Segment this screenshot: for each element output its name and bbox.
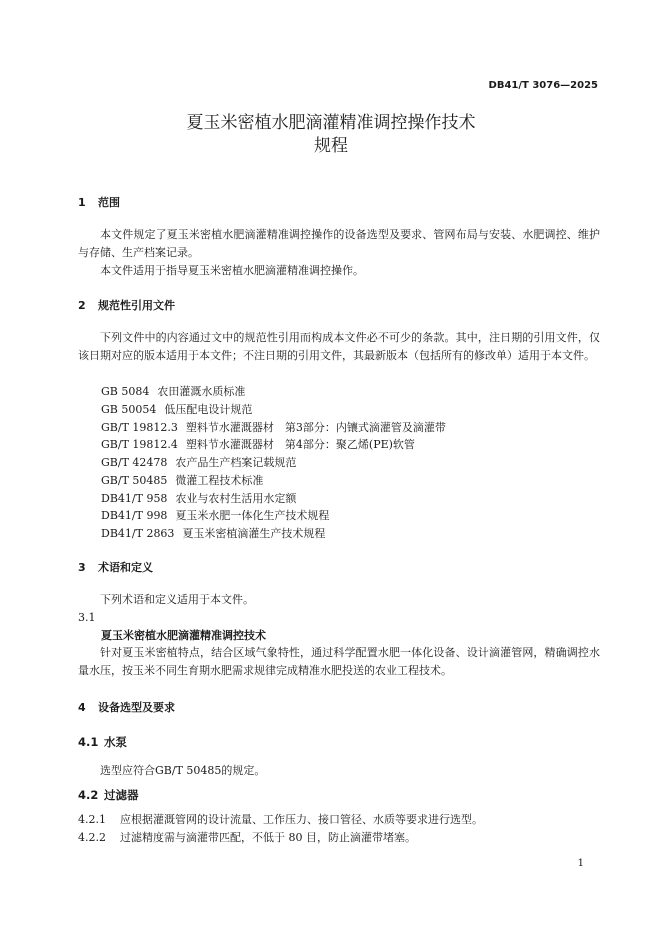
- reference-item: GB 50054 低压配电设计规范: [101, 403, 253, 416]
- section-number: 3: [78, 561, 86, 574]
- section-1-paragraph-1: 本文件规定了夏玉米密植水肥滴灌精准调控操作的设备选型及要求、管网布局与安装、水肥调控、维护与存储、生产档案记录。: [78, 228, 600, 259]
- subsection-number: 4.1: [78, 735, 99, 749]
- section-1-paragraph-2: 本文件适用于指导夏玉米密植水肥滴灌精准调控操作。: [100, 264, 364, 277]
- reference-item: DB41/T 998 夏玉米水肥一体化生产技术规程: [101, 509, 330, 522]
- section-3-intro: 下列术语和定义适用于本文件。: [100, 593, 254, 606]
- section-2-intro: 下列文件中的内容通过文中的规范性引用而构成本文件必不可少的条款。其中，注日期的引用文件，仅该日期对应的版本适用于本文件；不注日期的引用文件，其最新版本（包括所有的修改单）适用于本文件。: [78, 331, 600, 362]
- subsection-number: 4.2: [78, 788, 99, 802]
- reference-item: DB41/T 2863 夏玉米密植滴灌生产技术规程: [101, 527, 326, 540]
- section-title: 范围: [98, 196, 120, 209]
- subsection-4-1-text: 选型应符合GB/T 50485的规定。: [100, 764, 266, 777]
- clause-text: 过滤精度需与滴灌带匹配，不低于 80 目，防止滴灌带堵塞。: [120, 831, 416, 844]
- section-3-heading: [78, 559, 153, 575]
- document-code: DB41/T 3076—2025: [488, 80, 598, 91]
- clause-4-2-2: [78, 829, 416, 847]
- reference-item: GB 5084 农田灌溉水质标准: [101, 385, 246, 398]
- section-title: 设备选型及要求: [98, 701, 175, 714]
- subsection-4-1-heading: [78, 734, 127, 750]
- reference-item: GB/T 42478 农产品生产档案记载规范: [101, 456, 297, 469]
- section-number: 2: [78, 299, 86, 312]
- reference-item: GB/T 50485 微灌工程技术标准: [101, 474, 264, 487]
- clause-number: 4.2.1: [78, 813, 106, 826]
- clause-4-2-1: [78, 811, 483, 829]
- section-4-heading: [78, 699, 175, 715]
- term-title: 夏玉米密植水肥滴灌精准调控技术: [101, 629, 266, 642]
- reference-item: GB/T 19812.3 塑料节水灌溉器材 第3部分：内镶式滴灌管及滴灌带: [101, 421, 446, 434]
- section-2-heading: [78, 297, 175, 313]
- document-title-line1: 夏玉米密植水肥滴灌精准调控操作技术: [186, 113, 476, 133]
- subsection-title: 过滤器: [104, 788, 139, 802]
- section-title: 规范性引用文件: [98, 299, 175, 312]
- section-1-heading: [78, 194, 120, 210]
- subsection-title: 水泵: [104, 735, 127, 749]
- section-number: 1: [78, 196, 86, 209]
- subsection-4-2-heading: [78, 787, 139, 803]
- document-title-line2: 规程: [314, 136, 348, 156]
- section-number: 4: [78, 701, 86, 714]
- term-definition: 针对夏玉米密植特点，结合区域气象特性，通过科学配置水肥一体化设备、设计滴灌管网，精确调控水量水压，按玉米不同生育期水肥需求规律完成精准水肥投送的农业工程技术。: [78, 646, 600, 677]
- reference-item: GB/T 19812.4 塑料节水灌溉器材 第4部分：聚乙烯(PE)软管: [101, 438, 415, 451]
- clause-number: 4.2.2: [78, 831, 106, 844]
- section-title: 术语和定义: [98, 561, 153, 574]
- reference-item: DB41/T 958 农业与农村生活用水定额: [101, 492, 297, 505]
- page-number: 1: [577, 858, 584, 869]
- term-number: 3.1: [78, 611, 96, 624]
- clause-text: 应根据灌溉管网的设计流量、工作压力、接口管径、水质等要求进行选型。: [120, 813, 483, 826]
